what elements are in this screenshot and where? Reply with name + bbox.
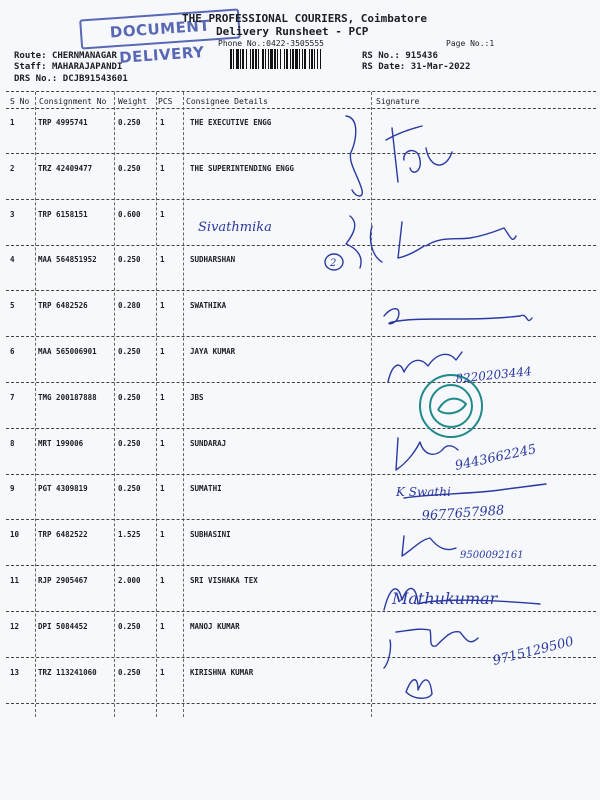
row-consignment-no: TRP 6482526 <box>38 301 88 310</box>
row-weight: 0.280 <box>118 301 141 310</box>
row-pcs: 1 <box>160 622 165 631</box>
handwritten-name: Mathukumar <box>392 589 498 608</box>
row-pcs: 1 <box>160 576 165 585</box>
route-value: CHERNMANAGAR <box>51 51 117 61</box>
signature-stroke <box>346 116 362 196</box>
row-pcs: 1 <box>160 164 165 173</box>
row-sno: 9 <box>10 484 15 493</box>
signature-stroke <box>370 226 382 262</box>
row-consignee: SUDHARSHAN <box>190 255 236 264</box>
page-number: Page No.:1 <box>446 39 495 48</box>
handwritten-phone: 8220203444 <box>454 364 533 386</box>
row-pcs: 1 <box>160 347 165 356</box>
row-sno: 5 <box>10 301 15 310</box>
handwritten-name: Sivathmika <box>198 220 272 235</box>
signature-stroke <box>384 629 478 668</box>
signature-stroke <box>346 216 361 268</box>
row-sno: 4 <box>10 255 15 264</box>
drs-label: DRS No.: <box>14 74 58 84</box>
row-consignee: SUBHASINI <box>190 530 231 539</box>
row-consignment-no: RJP 2905467 <box>38 576 88 585</box>
row-weight: 2.000 <box>118 576 141 585</box>
row-consignee: THE SUPERINTENDING ENGG <box>190 164 294 173</box>
row-sno: 1 <box>10 118 15 127</box>
runsheet-subtitle: Delivery Runsheet - PCP <box>216 25 369 38</box>
row-sno: 10 <box>10 530 20 539</box>
row-weight: 0.250 <box>118 118 141 127</box>
handwritten-mark: 2 <box>330 258 337 269</box>
row-consignee: JBS <box>190 393 204 402</box>
handwritten-phone: 9443662245 <box>453 442 538 474</box>
route-label: Route: <box>14 51 47 61</box>
drs-value: DCJB91543601 <box>62 74 128 84</box>
row-weight: 0.250 <box>118 622 141 631</box>
row-pcs: 1 <box>160 210 165 219</box>
row-weight: 0.250 <box>118 164 141 173</box>
row-weight: 0.250 <box>118 393 141 402</box>
row-consignment-no: TRP 6482522 <box>38 530 88 539</box>
row-sno: 8 <box>10 439 15 448</box>
row-sno: 2 <box>10 164 15 173</box>
row-sno: 11 <box>10 576 20 585</box>
rs-no-label: RS No.: <box>362 51 400 61</box>
row-consignment-no: MAA 565006901 <box>38 347 97 356</box>
company-title: THE PROFESSIONAL COURIERS, Coimbatore <box>182 12 428 25</box>
row-sno: 12 <box>10 622 20 631</box>
row-sno: 7 <box>10 393 15 402</box>
row-sno: 6 <box>10 347 15 356</box>
row-pcs: 1 <box>160 484 165 493</box>
col-weight-header: Weight <box>118 97 147 106</box>
signature-stroke <box>402 536 456 556</box>
row-weight: 0.250 <box>118 484 141 493</box>
company-phone: Phone No.:0422-3505555 <box>218 39 324 48</box>
row-consignee: SUNDARAJ <box>190 439 227 448</box>
signature-stroke <box>388 352 462 382</box>
col-consignee-header: Consignee Details <box>186 97 268 106</box>
row-pcs: 1 <box>160 255 165 264</box>
row-consignee: SUMATHI <box>190 484 222 493</box>
rs-date-value: 31-Mar-2022 <box>410 62 471 72</box>
col-pcs-header: PCS <box>158 97 173 106</box>
col-sno-header: S No <box>10 97 30 106</box>
row-pcs: 1 <box>160 439 165 448</box>
row-weight: 0.250 <box>118 668 141 677</box>
row-pcs: 1 <box>160 393 165 402</box>
rs-date-label: RS Date: <box>362 62 406 72</box>
signature-stroke <box>398 222 516 258</box>
row-pcs: 1 <box>160 118 165 127</box>
col-signature-header: Signature <box>376 97 420 106</box>
row-consignment-no: TMG 200187888 <box>38 393 97 402</box>
row-consignment-no: TRP 4995741 <box>38 118 88 127</box>
rs-no-value: 915436 <box>405 51 438 61</box>
row-pcs: 1 <box>160 530 165 539</box>
green-seal <box>420 375 482 437</box>
row-sno: 3 <box>10 210 15 219</box>
row-weight: 1.525 <box>118 530 141 539</box>
row-consignee: SRI VISHAKA TEX <box>190 576 258 585</box>
handwritten-phone: 9715129500 <box>491 634 576 669</box>
row-consignee: KIRISHNA KUMAR <box>190 668 254 677</box>
col-consignment-header: Consignment No <box>39 97 107 106</box>
row-weight: 0.250 <box>118 255 141 264</box>
row-weight: 0.600 <box>118 210 141 219</box>
handwritten-name: K Swathi <box>396 485 451 499</box>
signature-stroke <box>386 126 452 182</box>
staff-label: Staff: <box>14 62 47 72</box>
staff-value: MAHARAJAPANDI <box>51 62 123 72</box>
handwritten-phone: 9677657988 <box>421 503 505 524</box>
row-consignment-no: TRZ 113241060 <box>38 668 97 677</box>
row-consignment-no: PGT 4309819 <box>38 484 88 493</box>
row-consignment-no: DPI 5084452 <box>38 622 88 631</box>
row-weight: 0.250 <box>118 439 141 448</box>
row-consignment-no: MAA 564851952 <box>38 255 97 264</box>
row-weight: 0.250 <box>118 347 141 356</box>
row-sno: 13 <box>10 668 20 677</box>
signature-stroke <box>396 438 458 470</box>
signature-stroke <box>384 309 532 324</box>
row-pcs: 1 <box>160 301 165 310</box>
row-consignee: MANOJ KUMAR <box>190 622 240 631</box>
row-consignee: JAYA KUMAR <box>190 347 236 356</box>
row-consignment-no: MRT 199006 <box>38 439 84 448</box>
row-consignment-no: TRZ 42409477 <box>38 164 93 173</box>
row-consignee: SWATHIKA <box>190 301 227 310</box>
document-delivery-stamp: DOCUMENT DELIVERY <box>79 8 241 49</box>
row-pcs: 1 <box>160 668 165 677</box>
signature-stroke <box>406 680 432 699</box>
row-consignment-no: TRP 6158151 <box>38 210 88 219</box>
handwritten-phone: 9500092161 <box>460 550 524 561</box>
row-consignee: THE EXECUTIVE ENGG <box>190 118 272 127</box>
